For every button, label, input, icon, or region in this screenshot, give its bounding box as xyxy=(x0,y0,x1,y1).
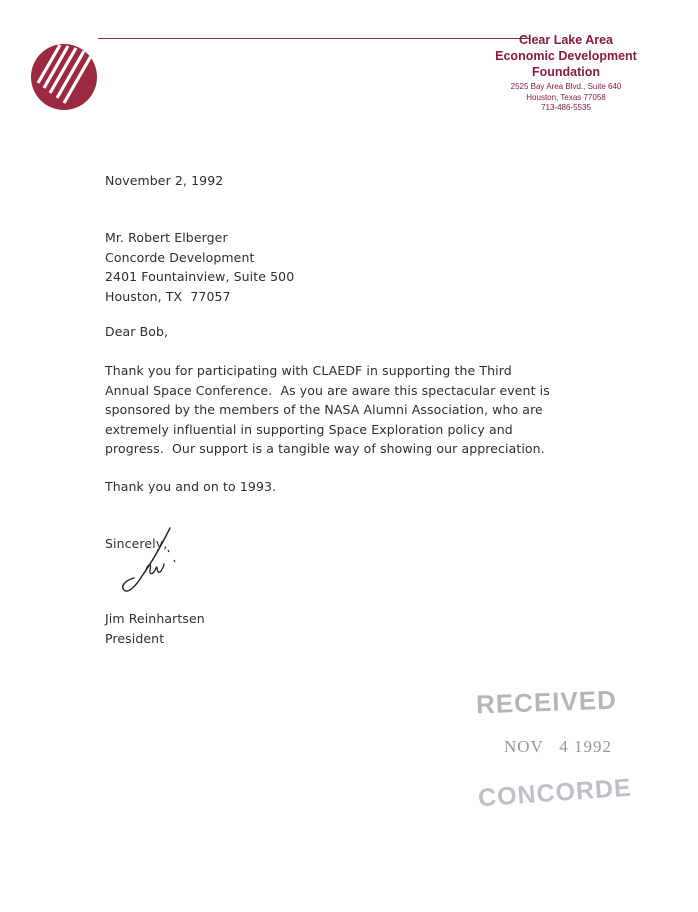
received-stamp xyxy=(470,685,640,825)
body-line-2: Annual Space Conference. As you are aware this spectacular event is xyxy=(105,382,550,398)
signature-block xyxy=(105,609,205,648)
signer-title: President xyxy=(105,630,165,646)
org-name-line-1: Clear Lake Area xyxy=(518,33,614,47)
closing-line: Thank you and on to 1993. xyxy=(105,479,277,494)
body-line-5: progress. Our support is a tangible way of showing our appreciation. xyxy=(105,441,545,456)
letter-body xyxy=(105,361,550,459)
recipient-city: Houston, TX 77057 xyxy=(105,288,231,304)
org-address xyxy=(456,82,676,114)
org-name-line-3: Foundation xyxy=(531,65,601,79)
org-address-line-2: Houston, Texas 77058 xyxy=(526,92,606,102)
stamp-date: NOV 4 1992 xyxy=(504,737,613,756)
recipient-name: Mr. Robert Elberger xyxy=(105,230,228,245)
stamp-received-text: RECEIVED xyxy=(475,684,618,720)
letterhead-organization xyxy=(456,32,676,114)
letter-date: November 2, 1992 xyxy=(105,173,224,188)
org-name-line-2: Economic Development xyxy=(495,49,637,63)
salutation: Dear Bob, xyxy=(105,324,169,339)
foundation-logo-icon xyxy=(30,43,98,111)
recipient-street: 2401 Fountainview, Suite 500 xyxy=(105,269,295,284)
org-address-line-1: 2525 Bay Area Blvd., Suite 640 xyxy=(510,82,622,91)
org-phone: 713-486-5535 xyxy=(541,103,591,112)
recipient-address-block xyxy=(105,228,294,306)
recipient-company: Concorde Development xyxy=(105,249,255,265)
body-line-3: sponsored by the members of the NASA Alumni Association, who are xyxy=(105,402,543,417)
body-line-4: extremely influential in supporting Space Exploration policy and xyxy=(105,421,513,437)
stamp-company: CONCORDE xyxy=(477,773,633,813)
signer-name: Jim Reinhartsen xyxy=(105,611,205,626)
handwritten-signature xyxy=(112,524,202,614)
valediction: Sincerely, xyxy=(105,536,168,551)
body-line-1: Thank you for participating with CLAEDF in supporting the Third xyxy=(105,363,512,378)
